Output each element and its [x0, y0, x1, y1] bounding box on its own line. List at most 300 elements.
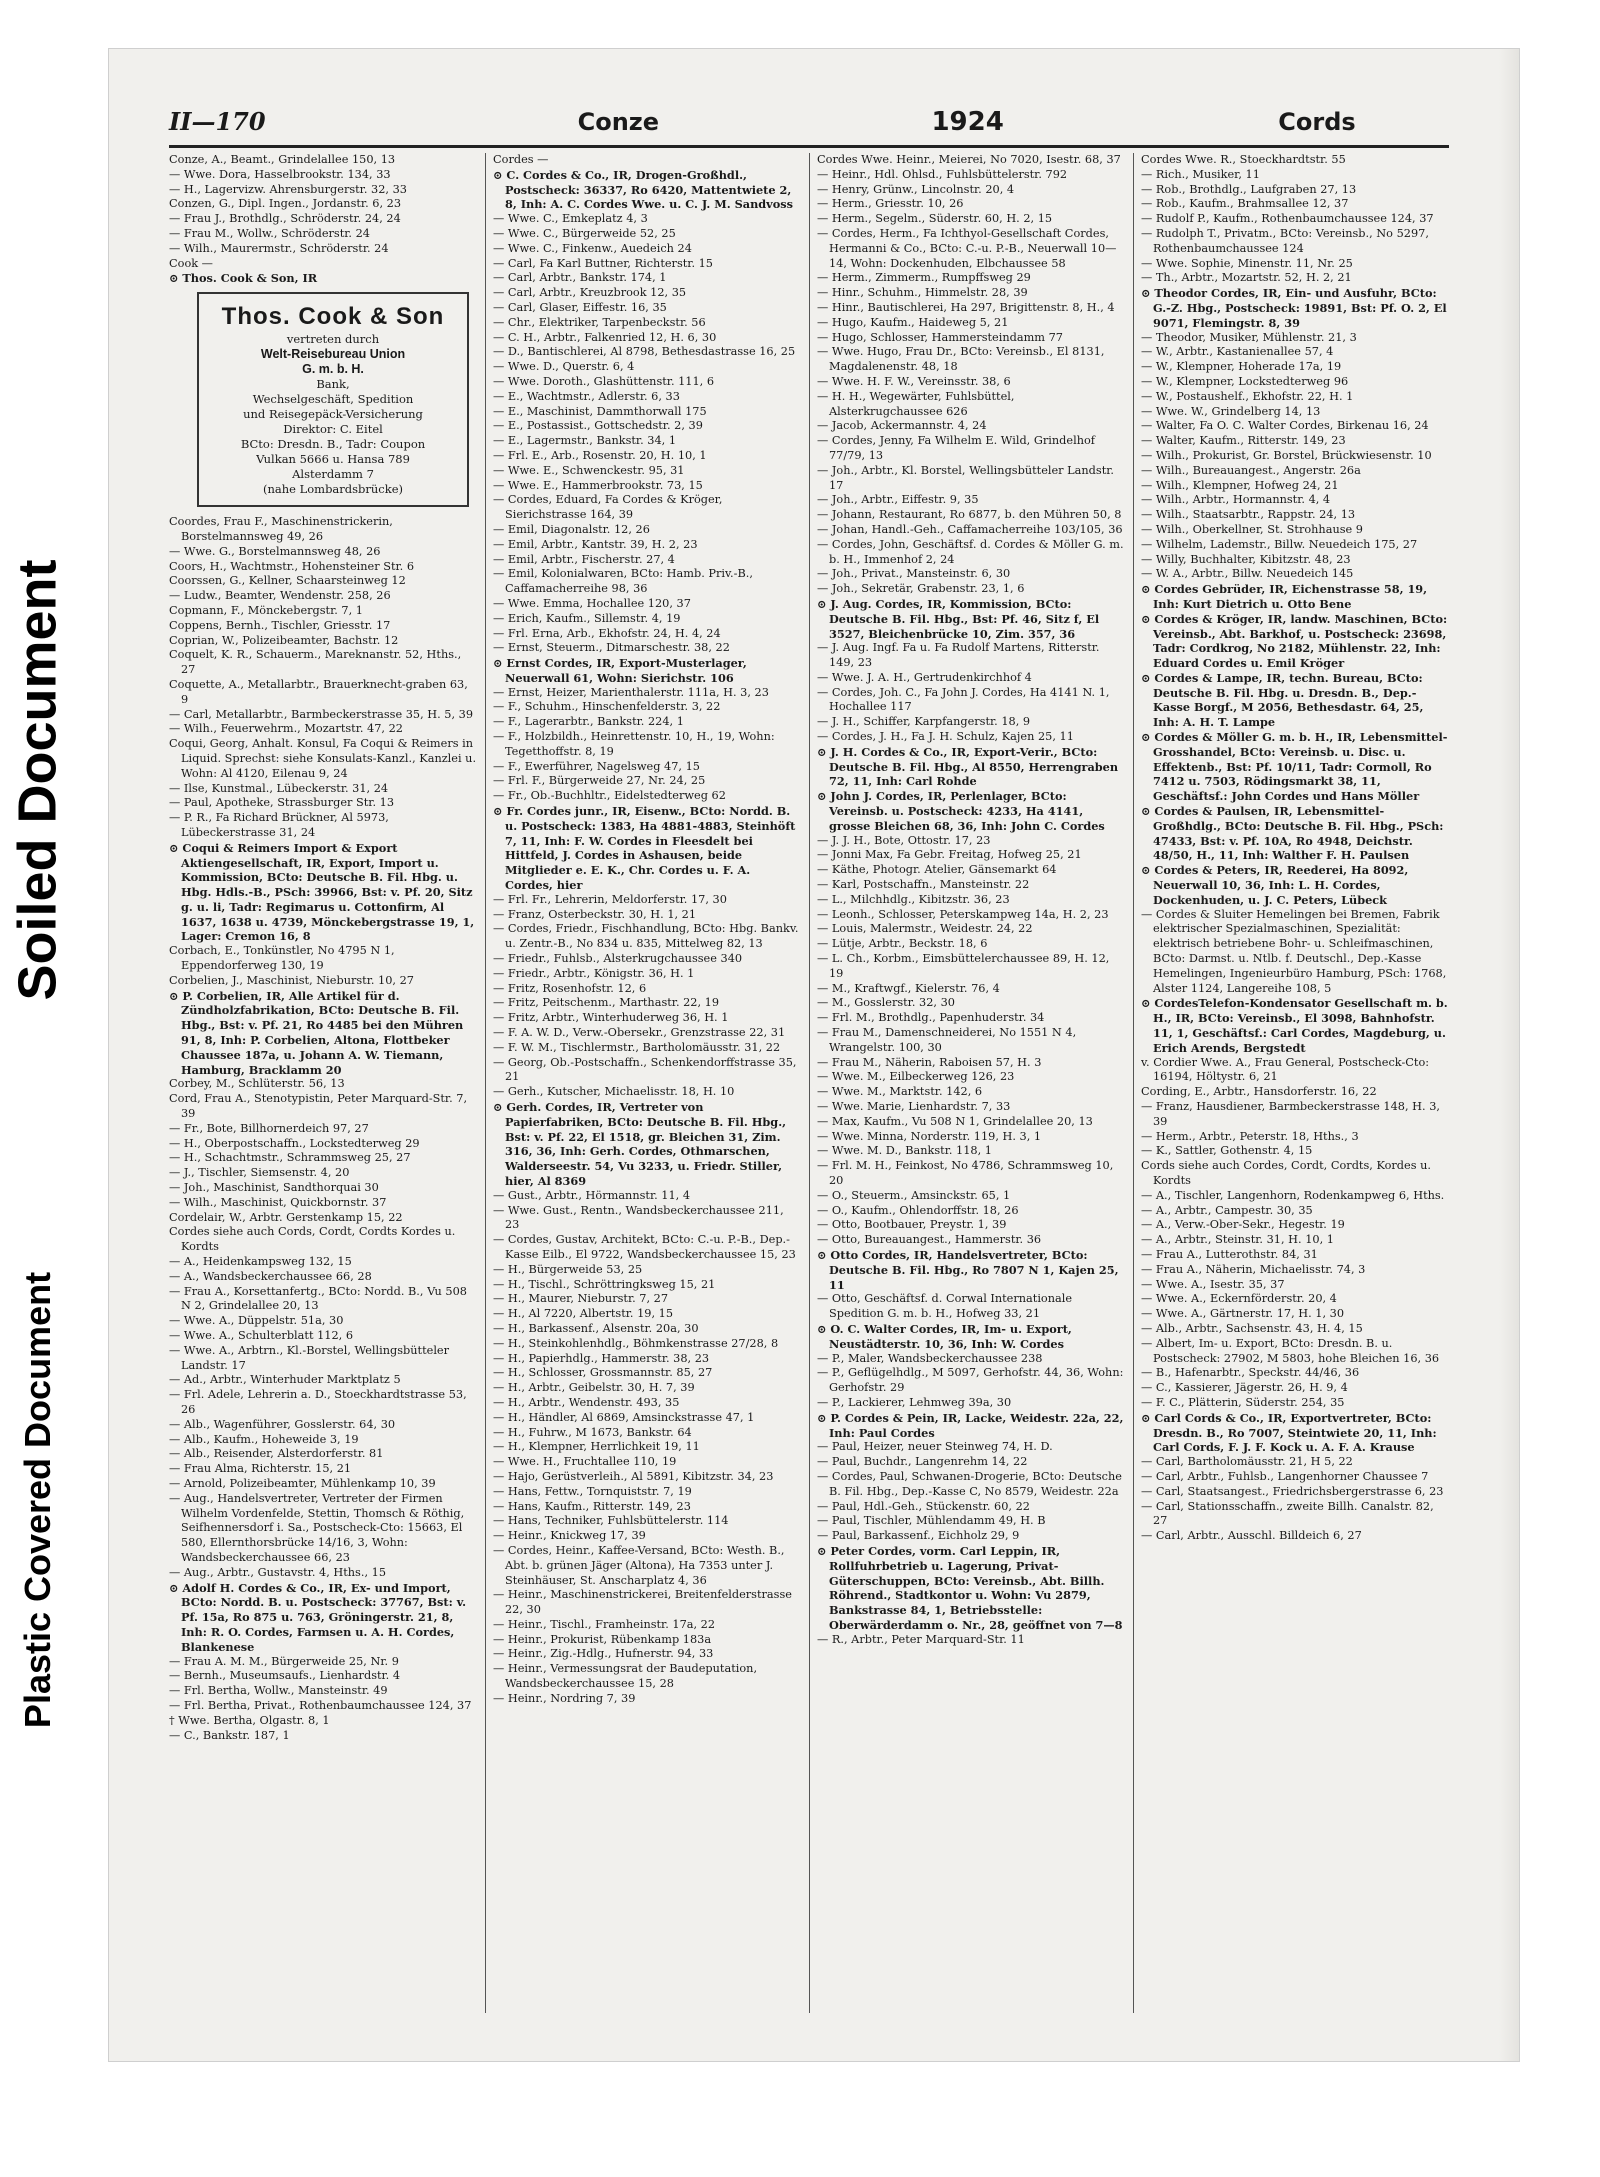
directory-entry: — Cordes, Friedr., Fischhandlung, BCto: Hbg. Bankv. u. Zentr.-B., No 834 u. 835, Mittelweg 82, 13	[493, 922, 799, 951]
directory-entry: — H., Papierhdlg., Hammerstr. 38, 23	[493, 1351, 710, 1365]
directory-entry: — Frau A., Näherin, Michaelisstr. 74, 3	[1141, 1262, 1366, 1276]
firm-entry: ⊙ P. Corbelien, IR, Alle Artikel für d. Zündholzfabrikation, BCto: Deutsche B. Fil. Hbg., Bst: v. Pf. 21, Ro 4485 bei den Mühren 91, 8, Inh: P. Corbelien, Altona, Flottbeker Chaussee 187a, u. Johann A. W. Tiemann, Hamburg, Bracklamm 20	[169, 988, 464, 1077]
directory-entry: — E., Maschinist, Dammthorwall 175	[493, 404, 707, 418]
directory-entry: — B., Hafenarbtr., Speckstr. 44/46, 36	[1141, 1366, 1360, 1380]
directory-entry: — A., Tischler, Langenhorn, Rodenkampweg 6, Hths.	[1141, 1188, 1445, 1202]
directory-entry: — Paul, Tischler, Mühlendamm 49, H. B	[817, 1514, 1046, 1528]
directory-entry: — H., Arbtr., Geibelstr. 30, H. 7, 39	[493, 1381, 695, 1395]
directory-entry: — Emil, Arbtr., Kantstr. 39, H. 2, 23	[493, 537, 698, 551]
column-3	[817, 153, 1125, 2013]
firm-entry: ⊙ Gerh. Cordes, IR, Vertreter von Papierfabriken, BCto: Deutsche B. Fil. Hbg., Bst: v. Pf. 22, El 1518, gr. Bleichen 31, Zim. 316, 36, Inh: Gerh. Cordes, Othmarschen, Walderseestr. 54, Vu 3233, u. Friedr. Stiller, hier, Al 8369	[493, 1100, 787, 1188]
directory-entry: — Paul, Barkassenf., Eichholz 29, 9	[817, 1529, 1020, 1543]
ad-line: Wechselgeschäft, Spedition	[252, 392, 414, 407]
directory-entry: — F. C., Plätterin, Süderstr. 254, 35	[1141, 1395, 1345, 1409]
directory-entry: — Hugo, Schlosser, Hammersteindamm 77	[817, 330, 1063, 344]
page-header	[169, 107, 1447, 141]
directory-entry: — W., Klempner, Lockstedterweg 96	[1141, 374, 1349, 388]
directory-entry: — Wwe. W., Grindelberg 14, 13	[1141, 404, 1321, 418]
directory-entry: — Arnold, Polizeibeamter, Mühlenkamp 10, 39	[169, 1476, 436, 1490]
directory-entry: — Wwe. M., Eilbeckerweg 126, 23	[817, 1070, 1015, 1084]
directory-entry: — Herm., Arbtr., Peterstr. 18, Hths., 3	[1141, 1129, 1359, 1143]
directory-entry: — Wwe. Gust., Rentn., Wandsbeckerchaussee 211, 23	[493, 1203, 784, 1232]
directory-entry: — Johan, Handl.-Geh., Caffamacherreihe 103/105, 36	[817, 522, 1123, 536]
directory-entry: — Cordes, Paul, Schwanen-Drogerie, BCto: Deutsche B. Fil. Hbg., Dep.-Kasse C, No 8579, Weidestr. 22a	[817, 1469, 1122, 1498]
directory-entry: — Otto, Geschäftsf. d. Corwal Internationale Spedition G. m. b. H., Hofweg 33, 21	[817, 1292, 1073, 1321]
directory-entry: — Joh., Arbtr., Eiffestr. 9, 35	[817, 493, 979, 507]
directory-entry: — Carl, Arbtr., Kreuzbrook 12, 35	[493, 286, 687, 300]
directory-entry: — H., Fuhrw., M 1673, Bankstr. 64	[493, 1425, 692, 1439]
firm-entry: ⊙ J. H. Cordes & Co., IR, Export-Verir., BCto: Deutsche B. Fil. Hbg., Al 8550, Herrengraben 72, 11, Inh: Carl Rohde	[817, 744, 1119, 789]
plastic-covered-label: Plastic Covered Document	[17, 1271, 59, 1729]
directory-entry: — Willy, Buchhalter, Kibitzstr. 48, 23	[1141, 552, 1351, 566]
directory-entry: — Joh., Maschinist, Sandthorquai 30	[169, 1181, 379, 1195]
directory-entry: — J. H., Schiffer, Karpfangerstr. 18, 9	[817, 715, 1031, 729]
directory-entry: — Alb., Wagenführer, Gosslerstr. 64, 30	[169, 1417, 396, 1431]
directory-entry: — Bernh., Museumsaufs., Lienhardstr. 4	[169, 1669, 401, 1683]
page-fold-shadow	[1499, 49, 1519, 2061]
directory-entry: — Heinr., Tischl., Framheinstr. 17a, 22	[493, 1617, 716, 1631]
directory-entry: — Frau Alma, Richterstr. 15, 21	[169, 1462, 352, 1476]
page-number: II—170	[169, 107, 266, 136]
directory-entry: — Franz, Osterbeckstr. 30, H. 1, 21	[493, 907, 697, 921]
firm-entry: ⊙ Peter Cordes, vorm. Carl Leppin, IR, Rollfuhrbetrieb u. Lagerung, Privat-Güterschuppen, BCto: Vereinsb., Abt. Billh. Röhrend., Stadtkontor u. Wohn: Vu 2879, Bankstrasse 84, 1, Betriebsstelle: Oberwärderdamm o. Nr., 28, geöffnet von 7—8	[817, 1543, 1123, 1632]
directory-entry: Cordes —	[493, 153, 549, 166]
directory-entry: — Hinr., Schuhm., Himmelstr. 28, 39	[817, 286, 1028, 300]
directory-entry: — Alb., Reisender, Alsterdorferstr. 81	[169, 1447, 384, 1461]
ad-line: vertreten durch	[286, 332, 380, 347]
directory-entry: — A., Heidenkampsweg 132, 15	[169, 1255, 352, 1269]
directory-entry: — Wilh., Staatsarbtr., Rappstr. 24, 13	[1141, 508, 1356, 522]
directory-entry: — F., Holzbildh., Heinrettenstr. 10, H., 19, Wohn: Tegetthoffstr. 8, 19	[493, 730, 775, 758]
directory-entry: — J. J. H., Bote, Ottostr. 17, 23	[817, 833, 991, 847]
directory-entry: — Wilh., Oberkellner, St. Strohhause 9	[1141, 522, 1363, 536]
directory-entry: — Emil, Diagonalstr. 12, 26	[493, 522, 650, 536]
directory-entry: — Hajo, Gerüstverleih., Al 5891, Kibitzstr. 34, 23	[493, 1469, 774, 1483]
directory-entry: — Heinr., Zig.-Hdlg., Hufnerstr. 94, 33	[493, 1647, 714, 1661]
directory-entry: — H., Tischl., Schröttringksweg 15, 21	[493, 1277, 716, 1291]
directory-entry: — Wwe. H., Fruchtallee 110, 19	[493, 1455, 677, 1469]
directory-entry: — Wwe. A., Schulterblatt 112, 6	[169, 1329, 354, 1342]
directory-entry: — Walter, Kaufm., Ritterstr. 149, 23	[1141, 434, 1346, 448]
directory-entry: — Ad., Arbtr., Winterhuder Marktplatz 5	[169, 1373, 401, 1387]
ad-title: Thos. Cook & Son	[221, 303, 445, 331]
directory-entry: — Frl. E., Arb., Rosenstr. 20, H. 10, 1	[493, 448, 707, 462]
advertisement-box	[197, 292, 469, 507]
directory-entry: — Theodor, Musiker, Mühlenstr. 21, 3	[1141, 330, 1357, 344]
directory-entry: Coorssen, G., Kellner, Schaarsteinweg 12	[169, 574, 406, 588]
directory-entry: — Carl, Metallarbtr., Barmbeckerstrasse 35, H. 5, 39	[169, 707, 474, 721]
ad-line: Vulkan 5666 u. Hansa 789	[256, 452, 410, 467]
directory-entry: — Heinr., Knickweg 17, 39	[493, 1529, 646, 1543]
directory-entry: — Heinr., Vermessungsrat der Baudeputation, Wandsbeckerchaussee 15, 28	[493, 1662, 758, 1691]
directory-entry: — Carl, Stationsschaffn., zweite Billh. Canalstr. 82, 27	[1141, 1499, 1434, 1528]
firm-entry: ⊙ Cordes & Kröger, IR, landw. Maschinen, BCto: Vereinsb., Abt. Barkhof, u. Postscheck: 23698, Tadr: Cordkrog, No 2182, Mühlenstr. 22, Inh: Eduard Cordes u. Emil Kröger	[1141, 611, 1448, 671]
directory-entry: — J., Tischler, Siemsenstr. 4, 20	[169, 1166, 350, 1180]
directory-entry: — Chr., Elektriker, Tarpenbeckstr. 56	[493, 315, 706, 329]
directory-entry: — Wwe. D., Querstr. 6, 4	[493, 360, 635, 374]
directory-entry: — C., Kassierer, Jägerstr. 26, H. 9, 4	[1141, 1381, 1348, 1395]
directory-entry: — Cordes, Heinr., Kaffee-Versand, BCto: Westh. B., Abt. b. grünen Jäger (Altona), Ha 7353 unter J. Steinhäuser, St. Anscharplatz 4, 36	[493, 1543, 785, 1587]
directory-entry: — Leonh., Schlosser, Peterskampweg 14a, H. 2, 23	[817, 907, 1109, 921]
directory-entry: — P. R., Fa Richard Brückner, Al 5973, Lübeckerstrasse 31, 24	[169, 811, 389, 839]
directory-entry: — Erich, Kaufm., Sillemstr. 4, 19	[493, 611, 681, 625]
firm-entry: ⊙ John J. Cordes, IR, Perlenlager, BCto: Vereinsb. u. Postscheck: 4233, Ha 4141, grosse Bleichen 68, 36, Inh: John C. Cordes	[817, 789, 1105, 833]
directory-entry: — Paul, Buchdr., Langenrehm 14, 22	[817, 1455, 1028, 1469]
directory-entry: — Frl. Fr., Lehrerin, Meldorferstr. 17, 30	[493, 892, 727, 906]
directory-entry: — Lütje, Arbtr., Beckstr. 18, 6	[817, 937, 988, 951]
directory-entry: — Wilh., Arbtr., Hormannstr. 4, 4	[1141, 493, 1331, 507]
directory-entry: — Henry, Grünw., Lincolnstr. 20, 4	[817, 182, 1015, 196]
directory-entry: — P., Geflügelhdlg., M 5097, Gerhofstr. 44, 36, Wohn: Gerhofstr. 29	[817, 1366, 1124, 1395]
ad-line: BCto: Dresdn. B., Tadr: Coupon	[240, 437, 426, 452]
directory-entry: Cordes Wwe. Heinr., Meierei, No 7020, Isestr. 68, 37	[817, 153, 1121, 166]
directory-entry: Corbey, M., Schlüterstr. 56, 13	[169, 1077, 345, 1091]
directory-entry: — Hans, Kaufm., Ritterstr. 149, 23	[493, 1499, 691, 1513]
directory-entry: — Louis, Malermstr., Weidestr. 24, 22	[817, 922, 1033, 936]
directory-entry: — Frl. Bertha, Privat., Rothenbaumchaussee 124, 37	[169, 1698, 472, 1712]
directory-entry: — Aug., Handelsvertreter, Vertreter der Firmen Wilhelm Vordenfelde, Stettin, Thomsch & Röthig, Seifhennersdorf i. Sa., Postscheck-Cto: 15663, El 580, Ellernthorsbrücke 14/16, 3, Wohn: Wandsbeckerchaussee 66, 23	[169, 1491, 465, 1564]
column-4	[1141, 153, 1449, 2013]
directory-entry: — Frl. Adele, Lehrerin a. D., Stoeckhardtstrasse 53, 26	[169, 1388, 467, 1416]
directory-entry: — Wwe. A., Düppelstr. 51a, 30	[169, 1314, 344, 1328]
ad-line: Welt-Reisebureau Union	[260, 347, 406, 362]
directory-entry: — Paul, Apotheke, Strassburger Str. 13	[169, 796, 395, 810]
firm-entry: ⊙ Otto Cordes, IR, Handelsvertreter, BCto: Deutsche B. Fil. Hbg., Ro 7807 N 1, Kajen 25, 11	[817, 1247, 1119, 1292]
directory-entry: — Max, Kaufm., Vu 508 N 1, Grindelallee 20, 13	[817, 1114, 1093, 1128]
directory-entry: — Wwe. Hugo, Frau Dr., BCto: Vereinsb., El 8131, Magdalenenstr. 48, 18	[817, 345, 1105, 374]
directory-entry: Cordelair, W., Arbtr. Gerstenkamp 15, 22	[169, 1210, 403, 1224]
directory-entry: — Joh., Privat., Mansteinstr. 6, 30	[817, 567, 1011, 581]
directory-entry: — Gust., Arbtr., Hörmannstr. 11, 4	[493, 1188, 691, 1202]
firm-entry: ⊙ Cordes & Peters, IR, Reederei, Ha 8092, Neuerwall 10, 36, Inh: L. H. Cordes, Dockenhuden, u. J. C. Peters, Lübeck	[1141, 863, 1409, 907]
firm-entry: ⊙ J. Aug. Cordes, IR, Kommission, BCto: Deutsche B. Fil. Hbg., Bst: Pf. 46, Sitz f, El 3527, Bleichenbrücke 10, Zim. 357, 36	[817, 596, 1100, 641]
directory-entry: — Wilhelm, Lademstr., Billw. Neuedeich 175, 27	[1141, 537, 1418, 551]
directory-entry: — Herm., Zimmerm., Rumpffsweg 29	[817, 271, 1031, 285]
directory-entry: — H., Klempner, Herrlichkeit 19, 11	[493, 1440, 700, 1454]
directory-entry: — Wwe. C., Bürgerweide 52, 25	[493, 226, 676, 240]
directory-entry: — Wwe. A., Isestr. 35, 37	[1141, 1277, 1285, 1291]
directory-entry: — P., Maler, Wandsbeckerchaussee 238	[817, 1351, 1043, 1365]
header-last-word: Cords	[1278, 108, 1356, 136]
firm-entry: ⊙ O. C. Walter Cordes, IR, Im- u. Export, Neustädterstr. 10, 36, Inh: W. Cordes	[817, 1321, 1072, 1351]
directory-entry: — Friedr., Arbtr., Königstr. 36, H. 1	[493, 966, 695, 980]
directory-entry: — C., Bankstr. 187, 1	[169, 1728, 290, 1742]
directory-entry: — Frl. M. H., Feinkost, No 4786, Schrammsweg 10, 20	[817, 1159, 1114, 1187]
directory-entry: Corbach, E., Tonkünstler, No 4795 N 1, Eppendorferweg 130, 19	[169, 944, 395, 973]
firm-entry: ⊙ Cordes & Möller G. m. b. H., IR, Lebensmittel-Grosshandel, BCto: Vereinsb. u. Disc. u. Effektenb., Bst: Pf. 10/11, Tadr: Cormoll, Ro 7412 u. 7503, Rödingsmarkt 38, 11, Geschäftsf.: John Cordes und Hans Möller	[1141, 730, 1448, 804]
ad-line: Alsterdamm 7	[292, 467, 374, 482]
directory-entry: — Aug., Arbtr., Gustavstr. 4, Hths., 15	[169, 1565, 387, 1579]
directory-entry: — Heinr., Hdl. Ohlsd., Fuhlsbüttelerstr. 792	[817, 167, 1068, 181]
directory-entry: — Cordes, Gustav, Architekt, BCto: C.-u. P.-B., Dep.-Kasse Eilb., El 9722, Wandsbeckerchaussee 15, 23	[493, 1233, 796, 1261]
firm-entry: ⊙ Adolf H. Cordes & Co., IR, Ex- und Import, BCto: Nordd. B. u. Postscheck: 37767, Bst: v. Pf. 15a, Ro 875 u. 763, Gröningerstr. 21, 8, Inh: R. O. Cordes, Farmsen u. A. H. Cordes, Blankenese	[169, 1580, 467, 1654]
directory-entry: — Alb., Kaufm., Hoheweide 3, 19	[169, 1432, 359, 1446]
firm-entry: ⊙ Thos. Cook & Son, IR	[169, 271, 318, 286]
directory-entry: v. Cordier Wwe. A., Frau General, Postscheck-Cto: 16194, Höltystr. 6, 21	[1141, 1055, 1430, 1084]
directory-entry: Coqui, Georg, Anhalt. Konsul, Fa Coqui & Reimers in Liquid. Sprechst: siehe Konsulats-Kanzl., Kanzlei u. Wohn: Al 4120, Eilenau 9, 24	[169, 737, 477, 780]
directory-entry: — A., Verw.-Ober-Sekr., Hegestr. 19	[1141, 1218, 1345, 1232]
directory-entry: — Herm., Griesstr. 10, 26	[817, 197, 964, 211]
directory-entry: — Wwe. E., Hammerbrookstr. 73, 15	[493, 478, 703, 492]
directory-entry: — F. A. W. D., Verw.-Obersekr., Grenzstrasse 22, 31	[493, 1026, 786, 1040]
directory-entry: — Cordes, J. H., Fa J. H. Schulz, Kajen 25, 11	[817, 730, 1074, 744]
ad-line: Bank,	[316, 377, 350, 392]
directory-entry: — Cordes, Eduard, Fa Cordes & Kröger, Sierichstrasse 164, 39	[493, 493, 723, 522]
directory-entry: — Wwe. A., Arbtrn., Kl.-Borstel, Wellingsbütteler Landstr. 17	[169, 1343, 450, 1372]
directory-entry: — M., Kraftwgf., Kielerstr. 76, 4	[817, 981, 1000, 995]
header-first-word: Conze	[577, 108, 660, 136]
directory-entry: Cook —	[169, 256, 213, 270]
directory-entry: — Carl, Arbtr., Bankstr. 174, 1	[493, 271, 667, 285]
directory-entry: Coquette, A., Metallarbtr., Brauerknecht-graben 63, 9	[169, 677, 468, 706]
directory-entry: — Wwe. A., Eckernförderstr. 20, 4	[1141, 1292, 1337, 1306]
directory-entry: — Gerh., Kutscher, Michaelisstr. 18, H. 10	[493, 1085, 735, 1099]
directory-entry: Coprian, W., Polizeibeamter, Bachstr. 12	[169, 633, 399, 647]
directory-entry: — H., Steinkohlenhdlg., Böhmkenstrasse 27/28, 8	[493, 1336, 779, 1350]
directory-entry: — Paul, Hdl.-Geh., Stückenstr. 60, 22	[817, 1499, 1030, 1513]
directory-entry: — H., Oberpostschaffn., Lockstedterweg 29	[169, 1136, 420, 1150]
directory-entry: — Frau J., Brothdlg., Schröderstr. 24, 24	[169, 212, 401, 226]
directory-entry: — C. H., Arbtr., Falkenried 12, H. 6, 30	[493, 330, 717, 344]
directory-entry: — Walter, Fa O. C. Walter Cordes, Birkenau 16, 24	[1141, 419, 1429, 433]
directory-entry: — Wwe. C., Emkeplatz 4, 3	[493, 212, 648, 226]
directory-entry: — Wwe. E., Schwenckestr. 95, 31	[493, 463, 685, 477]
directory-entry: — Wilh., Prokurist, Gr. Borstel, Brückwiesenstr. 10	[1141, 448, 1432, 462]
firm-entry: ⊙ Carl Cords & Co., IR, Exportvertreter, BCto: Dresdn. B., Ro 7007, Steintwiete 20, 11, Inh: Carl Cords, F. J. F. Kock u. A. F. A. Krause	[1141, 1410, 1437, 1455]
directory-entry: — Hans, Techniker, Fuhlsbüttelerstr. 114	[493, 1514, 729, 1528]
directory-entry: — Cordes, Joh. C., Fa John J. Cordes, Ha 4141 N. 1, Hochallee 117	[817, 685, 1110, 714]
directory-entry: — Frau M., Damenschneiderei, No 1551 N 4, Wrangelstr. 100, 30	[817, 1026, 1077, 1054]
column-2	[493, 153, 801, 2013]
directory-entry: — Fritz, Rosenhofstr. 12, 6	[493, 981, 647, 995]
directory-entry: Copmann, F., Mönckebergstr. 7, 1	[169, 603, 363, 617]
directory-entry: — H., Barkassenf., Alsenstr. 20a, 30	[493, 1321, 699, 1335]
directory-entry: — H., Schlosser, Grossmannstr. 85, 27	[493, 1366, 713, 1380]
directory-entry: — Georg, Ob.-Postschaffn., Schenkendorffstrasse 35, 21	[493, 1055, 797, 1084]
directory-entry: — Carl, Glaser, Eiffestr. 16, 35	[493, 300, 667, 314]
directory-entry: — Frl. F., Bürgerweide 27, Nr. 24, 25	[493, 774, 706, 788]
directory-entry: — Hans, Fettw., Tornquiststr. 7, 19	[493, 1484, 692, 1498]
directory-entry: — Cordes, John, Geschäftsf. d. Cordes & Möller G. m. b. H., Immenhof 2, 24	[817, 537, 1124, 566]
directory-entry: — Frl. Bertha, Wollw., Mansteinstr. 49	[169, 1684, 388, 1698]
directory-entry: — Rob., Brothdlg., Laufgraben 27, 13	[1141, 182, 1357, 196]
ad-line: Direktor: C. Eitel	[283, 422, 383, 437]
directory-entry: — O., Kaufm., Ohlendorffstr. 18, 26	[817, 1203, 1019, 1217]
directory-entry: — F., Ewerführer, Nagelsweg 47, 15	[493, 759, 700, 773]
ad-line: G. m. b. H.	[302, 362, 364, 377]
directory-entry: — Wwe. Sophie, Minenstr. 11, Nr. 25	[1141, 256, 1353, 270]
directory-entry: Coordes, Frau F., Maschinenstrickerin, Borstelmannsweg 49, 26	[169, 515, 393, 543]
directory-entry: — Wwe. M. D., Bankstr. 118, 1	[817, 1144, 992, 1158]
directory-entry: — Käthe, Photogr. Atelier, Gänsemarkt 64	[817, 863, 1057, 877]
firm-entry: ⊙ Fr. Cordes junr., IR, Eisenw., BCto: Nordd. B. u. Postscheck: 1383, Ha 4881-4883, Steinhöft 7, 11, Inh: F. W. Cordes in Fleesdelt bei Hittfeld, J. Cordes in Ashausen, beide Mitglieder e. E. K., Chr. Cordes u. F. A. Cordes, hier	[493, 804, 796, 893]
directory-entry: — Joh., Sekretär, Grabenstr. 23, 1, 6	[817, 582, 1025, 596]
soiled-document-label: Soiled Document	[8, 559, 69, 1001]
directory-entry: — A., Arbtr., Campestr. 30, 35	[1141, 1203, 1313, 1217]
directory-entry: — Carl, Fa Karl Buttner, Richterstr. 15	[493, 256, 713, 270]
directory-entry: † Wwe. Bertha, Olgastr. 8, 1	[169, 1713, 330, 1727]
directory-entry: Cording, E., Arbtr., Hansdorferstr. 16, 22	[1141, 1085, 1377, 1099]
directory-entry: — M., Gosslerstr. 32, 30	[817, 996, 955, 1010]
directory-entry: — W., Klempner, Hoherade 17a, 19	[1141, 360, 1342, 374]
directory-entry: — F., Schuhm., Hinschenfelderstr. 3, 22	[493, 700, 721, 714]
firm-entry: ⊙ C. Cordes & Co., IR, Drogen-Großhdl., Postscheck: 36337, Ro 6420, Mattentwiete 2, 8, Inh: A. C. Cordes Wwe. u. C. J. M. Sandvoss	[493, 167, 794, 212]
directory-entry: — Heinr., Prokurist, Rübenkamp 183a	[493, 1632, 712, 1646]
directory-entry: — Wwe. J. A. H., Gertrudenkirchhof 4	[817, 670, 1032, 684]
directory-entry: — Hugo, Kaufm., Haideweg 5, 21	[817, 315, 1009, 329]
directory-entry: — J. Aug. Ingf. Fa u. Fa Rudolf Martens, Ritterstr. 149, 23	[817, 641, 1100, 670]
directory-entry: — Paul, Heizer, neuer Steinweg 74, H. D.	[817, 1440, 1053, 1454]
directory-entry: — E., Wachtmstr., Adlerstr. 6, 33	[493, 389, 680, 403]
directory-entry: — Otto, Bootbauer, Preystr. 1, 39	[817, 1218, 1007, 1232]
directory-entry: — Heinr., Maschinenstrickerei, Breitenfelderstrasse 22, 30	[493, 1588, 792, 1617]
directory-entry: — Wilh., Maurermstr., Schröderstr. 24	[169, 241, 389, 255]
directory-entry: — H., Arbtr., Wendenstr. 493, 35	[493, 1395, 680, 1409]
directory-entry: Coppens, Bernh., Tischler, Griesstr. 17	[169, 618, 391, 632]
directory-entry: — Heinr., Nordring 7, 39	[493, 1691, 636, 1705]
directory-entry: — Fritz, Arbtr., Winterhuderweg 36, H. 1	[493, 1011, 729, 1025]
column-1	[169, 153, 477, 2013]
column-divider	[809, 153, 810, 2013]
directory-entry: — Karl, Postschaffn., Mansteinstr. 22	[817, 878, 1030, 892]
directory-entry: — Friedr., Fuhlsb., Alsterkrugchaussee 340	[493, 952, 743, 966]
directory-entry: Cordes siehe auch Cords, Cordt, Cordts Kordes u. Kordts	[169, 1225, 456, 1254]
directory-entry: — Fr., Bote, Billhornerdeich 97, 27	[169, 1121, 369, 1135]
firm-entry: ⊙ CordesTelefon-Kondensator Gesellschaft m. b. H., IR, BCto: Vereinsb., El 3098, Bahnhofstr. 11, 1, Geschäftsf.: Carl Cordes, Magdeburg, u. Erich Arends, Bergstedt	[1141, 996, 1448, 1055]
directory-entry: — H., Al 7220, Albertstr. 19, 15	[493, 1307, 674, 1321]
directory-entry: — Th., Arbtr., Mozartstr. 52, H. 2, 21	[1141, 271, 1352, 285]
directory-entry: — Johann, Restaurant, Ro 6877, b. den Mühren 50, 8	[817, 508, 1122, 522]
directory-entry: — Albert, Im- u. Export, BCto: Dresdn. B. u. Postscheck: 27902, M 5803, hohe Bleichen 16, 36	[1141, 1336, 1440, 1365]
directory-entry: Coors, H., Wachtmstr., Hohensteiner Str. 6	[169, 559, 415, 573]
header-year: 1924	[931, 107, 1004, 137]
directory-entry: Corbelien, J., Maschinist, Nieburstr. 10, 27	[169, 973, 414, 987]
directory-entry: — Frau A., Lutterothstr. 84, 31	[1141, 1247, 1318, 1261]
directory-entry: — Wwe. Doroth., Glashüttenstr. 111, 6	[493, 374, 715, 388]
directory-entry: — Frau A., Korsettanfertg., BCto: Nordd. B., Vu 508 N 2, Grindelallee 20, 13	[169, 1284, 467, 1313]
directory-entry: — H., Händler, Al 6869, Amsinckstrasse 47, 1	[493, 1410, 755, 1424]
directory-entry: — Wwe. G., Borstelmannsweg 48, 26	[169, 544, 381, 558]
directory-entry: — E., Lagermstr., Bankstr. 34, 1	[493, 434, 677, 448]
firm-entry: ⊙ Cordes Gebrüder, IR, Eichenstrasse 58, 19, Inh: Kurt Dietrich u. Otto Bene	[1141, 582, 1428, 611]
column-divider	[485, 153, 486, 2013]
directory-entry: — Cordes, Jenny, Fa Wilhelm E. Wild, Grindelhof 77/79, 13	[817, 434, 1095, 462]
ad-line: und Reisegepäck-Versicherung	[243, 407, 423, 422]
directory-entry: — Hinr., Bautischlerei, Ha 297, Brigittenstr. 8, H., 4	[817, 300, 1115, 314]
column-divider	[1133, 153, 1134, 2013]
directory-entry: — Ernst, Steuerm., Ditmarschestr. 38, 22	[493, 641, 730, 655]
firm-entry: ⊙ Theodor Cordes, IR, Ein- und Ausfuhr, BCto: G.-Z. Hbg., Postscheck: 19891, Bst: Pf. O. 2, El 9071, Flemingstr. 8, 39	[1141, 286, 1447, 330]
directory-entry: — R., Arbtr., Peter Marquard-Str. 11	[817, 1632, 1025, 1646]
directory-entry: — F., Lagerarbtr., Bankstr. 224, 1	[493, 715, 684, 729]
directory-entry: — Wwe. A., Gärtnerstr. 17, H. 1, 30	[1141, 1307, 1345, 1321]
directory-entry: — Rich., Musiker, 11	[1141, 167, 1260, 181]
directory-entry: — H., Lagervizw. Ahrensburgerstr. 32, 33	[169, 182, 407, 196]
directory-entry: — A., Wandsbeckerchaussee 66, 28	[169, 1269, 372, 1283]
ad-line: (nahe Lombardsbrücke)	[262, 482, 404, 497]
directory-page	[108, 48, 1520, 2062]
directory-entry: — Fritz, Peitschenm., Marthastr. 22, 19	[493, 996, 720, 1010]
directory-entry: — Wwe. Emma, Hochallee 120, 37	[493, 596, 691, 610]
directory-entry: — W., Postaushelf., Ekhofstr. 22, H. 1	[1141, 389, 1354, 403]
directory-entry: — W., Arbtr., Kastanienallee 57, 4	[1141, 345, 1334, 359]
directory-entry: — Frau M., Wollw., Schröderstr. 24	[169, 226, 370, 240]
directory-entry: — Wwe. H. F. W., Vereinsstr. 38, 6	[817, 374, 1011, 388]
directory-entry: — Frl. Erna, Arb., Ekhofstr. 24, H. 4, 24	[493, 626, 721, 640]
directory-entry: — Herm., Segelm., Süderstr. 60, H. 2, 15	[817, 212, 1053, 226]
directory-entry: — Fr., Ob.-Buchhltr., Eidelstedterweg 62	[493, 789, 726, 803]
directory-entry: Cordes Wwe. R., Stoeckhardtstr. 55	[1141, 153, 1346, 166]
directory-entry: — Alb., Arbtr., Sachsenstr. 43, H. 4, 15	[1141, 1321, 1363, 1335]
directory-entry: Cords siehe auch Cordes, Cordt, Cordts, Kordes u. Kordts	[1141, 1159, 1431, 1187]
directory-entry: — Wwe. M., Marktstr. 142, 6	[817, 1085, 983, 1099]
directory-entry: — Wwe. Marie, Lienhardstr. 7, 33	[817, 1100, 1011, 1113]
directory-entry: — Emil, Kolonialwaren, BCto: Hamb. Priv.-B., Caffamacherreihe 98, 36	[493, 567, 753, 596]
directory-entry: — D., Bantischlerei, Al 8798, Bethesdastrasse 16, 25	[493, 345, 796, 359]
firm-entry: ⊙ P. Cordes & Pein, IR, Lacke, Weidestr. 22a, 22, Inh: Paul Cordes	[817, 1410, 1124, 1440]
directory-entry: — Frl. M., Brothdlg., Papenhuderstr. 34	[817, 1011, 1045, 1025]
directory-entry: — Ludw., Beamter, Wendenstr. 258, 26	[169, 589, 391, 603]
directory-entry: — Wwe. Minna, Norderstr. 119, H. 3, 1	[817, 1129, 1042, 1143]
directory-entry: — L. Ch., Korbm., Eimsbüttelerchaussee 89, H. 12, 19	[817, 952, 1110, 980]
directory-entry: — Cordes & Sluiter Hemelingen bei Bremen, Fabrik elektrischer Spezialmaschinen, Spezialität: elektrisch betriebene Bohr- u. Schleifmaschinen, BCto: Darmst. u. Ntlb. f. Deutschl., Dep.-Kasse Hemelingen, Ingenieurbüro Hamburg, PSch: 1768, Alster 1124, Langereihe 108, 5	[1141, 907, 1447, 995]
directory-entry: — H., Maurer, Nieburstr. 7, 27	[493, 1292, 669, 1306]
directory-entry: — Carl, Arbtr., Ausschl. Billdeich 6, 27	[1141, 1529, 1362, 1543]
directory-entry: — L., Milchhdlg., Kibitzstr. 36, 23	[817, 892, 1010, 906]
directory-entry: Conze, A., Beamt., Grindelallee 150, 13	[169, 153, 396, 166]
firm-entry: ⊙ Cordes & Paulsen, IR, Lebensmittel-Großhdlg., BCto: Deutsche B. Fil. Hbg., PSch: 47433, Bst: v. Pf. 10A, Ro 4948, Deichstr. 48/50, H., 11, Inh: Walther F. H. Paulsen	[1141, 804, 1444, 863]
firm-entry: ⊙ Cordes & Lampe, IR, techn. Bureau, BCto: Deutsche B. Fil. Hbg. u. Dresdn. B., Dep.-Kasse Borgf., M 2056, Bethesdastr. 64, 25, Inh: A. H. T. Lampe	[1141, 670, 1424, 730]
directory-entry: — Frau M., Näherin, Raboisen 57, H. 3	[817, 1055, 1042, 1069]
firm-entry: ⊙ Ernst Cordes, IR, Export-Musterlager, Neuerwall 61, Wohn: Sierichstr. 106	[493, 656, 747, 685]
directory-entry: — Wilh., Klempner, Hofweg 24, 21	[1141, 478, 1339, 492]
directory-entry: — Wilh., Maschinist, Quickbornstr. 37	[169, 1195, 387, 1209]
directory-entry: — P., Lackierer, Lehmweg 39a, 30	[817, 1395, 1012, 1409]
directory-entry: — O., Steuerm., Amsinckstr. 65, 1	[817, 1188, 1011, 1202]
directory-entry: — Wwe. C., Finkenw., Auedeich 24	[493, 241, 692, 255]
directory-entry: Coquelt, K. R., Schauerm., Mareknanstr. 52, Hths., 27	[169, 648, 462, 677]
directory-entry: — H., Schachtmstr., Schrammsweg 25, 27	[169, 1151, 411, 1165]
directory-entry: — Carl, Bartholomäusstr. 21, H 5, 22	[1141, 1455, 1353, 1469]
directory-entry: — Carl, Arbtr., Fuhlsb., Langenhorner Chaussee 7	[1141, 1469, 1429, 1483]
directory-entry: Conzen, G., Dipl. Ingen., Jordanstr. 6, 23	[169, 197, 402, 211]
directory-entry: — Joh., Arbtr., Kl. Borstel, Wellingsbütteler Landstr. 17	[817, 463, 1114, 492]
directory-entry: — Carl, Staatsangest., Friedrichsbergerstrasse 6, 23	[1141, 1484, 1444, 1498]
directory-entry: — Ilse, Kunstmal., Lübeckerstr. 31, 24	[169, 781, 389, 795]
directory-entry: — Rob., Kaufm., Brahmsallee 12, 37	[1141, 197, 1349, 211]
directory-entry: — Emil, Arbtr., Fischerstr. 27, 4	[493, 552, 675, 566]
header-rule	[169, 145, 1449, 148]
directory-entry: — Wilh., Bureauangest., Angerstr. 26a	[1141, 463, 1361, 477]
directory-entry: — Cordes, Herm., Fa Ichthyol-Gesellschaft Cordes, Hermanni & Co., BCto: C.-u. P.-B., Neuerwall 10—14, Wohn: Dockenhuden, Elbchaussee 58	[817, 226, 1117, 270]
directory-entry: — Jacob, Ackermannstr. 4, 24	[817, 419, 987, 433]
directory-entry: — A., Arbtr., Steinstr. 31, H. 10, 1	[1141, 1233, 1334, 1247]
directory-entry: — Rudolf P., Kaufm., Rothenbaumchaussee 124, 37	[1141, 212, 1434, 226]
directory-entry: — Frau A. M. M., Bürgerweide 25, Nr. 9	[169, 1654, 399, 1668]
directory-entry: — Franz, Hausdiener, Barmbeckerstrasse 148, H. 3, 39	[1141, 1100, 1440, 1128]
directory-entry: — H., Bürgerweide 53, 25	[493, 1262, 643, 1276]
directory-entry: — F. W. M., Tischlermstr., Bartholomäusstr. 31, 22	[493, 1040, 781, 1054]
directory-entry: — Wilh., Feuerwehrm., Mozartstr. 47, 22	[169, 722, 403, 736]
directory-entry: — E., Postassist., Gottschedstr. 2, 39	[493, 419, 703, 433]
directory-entry: — Ernst, Heizer, Marienthalerstr. 111a, H. 3, 23	[493, 685, 769, 699]
directory-entry: — K., Sattler, Gothenstr. 4, 15	[1141, 1144, 1313, 1158]
directory-entry: — Wwe. Dora, Hasselbrookstr. 134, 33	[169, 167, 391, 181]
directory-entry: Cord, Frau A., Stenotypistin, Peter Marquard-Str. 7, 39	[169, 1092, 468, 1121]
directory-entry: — Rudolph T., Privatm., BCto: Vereinsb., No 5297, Rothenbaumchaussee 124	[1141, 226, 1429, 255]
directory-entry: — H. H., Wegewärter, Fuhlsbüttel, Alsterkrugchaussee 626	[817, 389, 1015, 418]
directory-entry: — Jonni Max, Fa Gebr. Freitag, Hofweg 25, 21	[817, 848, 1082, 862]
